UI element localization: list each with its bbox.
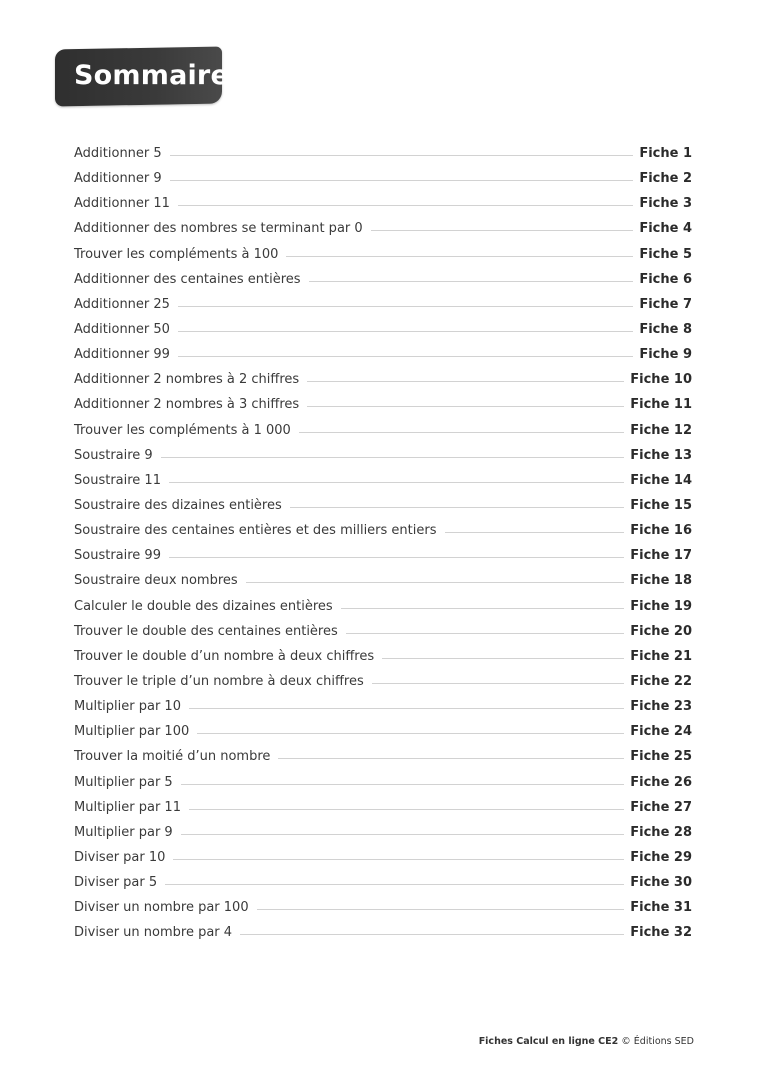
toc-entry[interactable] bbox=[74, 568, 692, 593]
toc-entry-ref: Fiche 5 bbox=[639, 246, 692, 262]
toc-entry[interactable] bbox=[74, 418, 692, 443]
footer-publisher: © Éditions SED bbox=[621, 1036, 694, 1047]
toc-entry[interactable] bbox=[74, 719, 692, 744]
toc-entry-ref: Fiche 15 bbox=[630, 498, 692, 514]
toc-entry-label: Additionner des centaines entières bbox=[74, 271, 301, 287]
toc-entry-label: Additionner des nombres se terminant par 0 bbox=[74, 221, 363, 237]
toc-leader-line bbox=[161, 457, 625, 458]
toc-leader-line bbox=[178, 356, 633, 357]
toc-entry-ref: Fiche 10 bbox=[630, 372, 692, 388]
toc-entry-label: Additionner 5 bbox=[74, 146, 162, 162]
toc-entry[interactable] bbox=[74, 317, 692, 342]
toc-leader-line bbox=[286, 256, 633, 257]
toc-entry-ref: Fiche 8 bbox=[639, 322, 692, 338]
toc-entry-label: Trouver les compléments à 1 000 bbox=[74, 422, 291, 438]
toc-entry[interactable] bbox=[74, 820, 692, 845]
toc-entry[interactable] bbox=[74, 468, 692, 493]
toc-entry-ref: Fiche 16 bbox=[630, 523, 692, 539]
toc-entry-ref: Fiche 17 bbox=[630, 548, 692, 564]
toc-entry-label: Soustraire deux nombres bbox=[74, 573, 238, 589]
toc-entry[interactable] bbox=[74, 166, 692, 191]
toc-leader-line bbox=[169, 557, 624, 558]
toc-leader-line bbox=[309, 281, 634, 282]
toc-entry[interactable] bbox=[74, 920, 692, 945]
toc-entry[interactable] bbox=[74, 543, 692, 568]
toc-entry[interactable] bbox=[74, 669, 692, 694]
toc-entry-ref: Fiche 23 bbox=[630, 699, 692, 715]
toc-entry[interactable] bbox=[74, 694, 692, 719]
toc-leader-line bbox=[178, 331, 633, 332]
toc-leader-line bbox=[197, 733, 624, 734]
toc-entry-label: Multiplier par 11 bbox=[74, 799, 181, 815]
toc-entry[interactable] bbox=[74, 242, 692, 267]
toc-entry-label: Trouver les compléments à 100 bbox=[74, 246, 279, 262]
toc-entry[interactable] bbox=[74, 744, 692, 769]
toc-entry-label: Additionner 9 bbox=[74, 171, 162, 187]
toc-entry-label: Additionner 99 bbox=[74, 347, 170, 363]
toc-entry-ref: Fiche 12 bbox=[630, 422, 692, 438]
toc-entry-label: Trouver le double des centaines entières bbox=[74, 623, 338, 639]
toc-leader-line bbox=[307, 406, 624, 407]
toc-entry-label: Soustraire 11 bbox=[74, 472, 161, 488]
page-title: Sommaire bbox=[74, 60, 229, 91]
toc-entry-ref: Fiche 22 bbox=[630, 674, 692, 690]
toc-leader-line bbox=[165, 884, 624, 885]
toc-entry-label: Diviser un nombre par 100 bbox=[74, 900, 249, 916]
toc-entry[interactable] bbox=[74, 342, 692, 367]
toc-leader-line bbox=[169, 482, 624, 483]
toc-leader-line bbox=[170, 180, 634, 181]
toc-entry[interactable] bbox=[74, 845, 692, 870]
toc-entry[interactable] bbox=[74, 870, 692, 895]
toc-entry-label: Soustraire 99 bbox=[74, 548, 161, 564]
toc-entry-ref: Fiche 25 bbox=[630, 749, 692, 765]
toc-entry-label: Calculer le double des dizaines entières bbox=[74, 598, 333, 614]
toc-entry[interactable] bbox=[74, 267, 692, 292]
toc-entry[interactable] bbox=[74, 141, 692, 166]
toc-leader-line bbox=[371, 230, 634, 231]
toc-entry[interactable] bbox=[74, 518, 692, 543]
toc-leader-line bbox=[372, 683, 625, 684]
toc-entry[interactable] bbox=[74, 367, 692, 392]
toc-entry-ref: Fiche 14 bbox=[630, 472, 692, 488]
toc-leader-line bbox=[445, 532, 625, 533]
footer-book-title: Fiches Calcul en ligne CE2 bbox=[478, 1036, 619, 1047]
toc-entry-label: Soustraire 9 bbox=[74, 447, 153, 463]
toc-entry[interactable] bbox=[74, 292, 692, 317]
toc-entry[interactable] bbox=[74, 795, 692, 820]
toc-leader-line bbox=[170, 155, 634, 156]
toc-leader-line bbox=[299, 432, 624, 433]
toc-entry[interactable] bbox=[74, 191, 692, 216]
toc-entry-label: Multiplier par 10 bbox=[74, 699, 181, 715]
toc-entry-ref: Fiche 27 bbox=[630, 799, 692, 815]
toc-leader-line bbox=[173, 859, 624, 860]
toc-entry-ref: Fiche 9 bbox=[639, 347, 692, 363]
toc-entry[interactable] bbox=[74, 392, 692, 417]
toc-entry[interactable] bbox=[74, 216, 692, 241]
toc-leader-line bbox=[189, 809, 624, 810]
toc-entry-ref: Fiche 7 bbox=[639, 296, 692, 312]
toc-leader-line bbox=[189, 708, 624, 709]
toc-entry-label: Multiplier par 9 bbox=[74, 824, 173, 840]
toc-entry-ref: Fiche 19 bbox=[630, 598, 692, 614]
toc-entry-label: Additionner 25 bbox=[74, 296, 170, 312]
toc-entry-ref: Fiche 11 bbox=[630, 397, 692, 413]
toc-entry-ref: Fiche 31 bbox=[630, 900, 692, 916]
toc-entry-label: Diviser un nombre par 4 bbox=[74, 925, 233, 941]
toc-entry-label: Soustraire des dizaines entières bbox=[74, 498, 282, 514]
toc-entry-ref: Fiche 18 bbox=[630, 573, 692, 589]
toc-entry-label: Diviser par 5 bbox=[74, 875, 158, 891]
toc-entry-ref: Fiche 13 bbox=[630, 447, 692, 463]
toc-leader-line bbox=[178, 205, 633, 206]
toc-leader-line bbox=[257, 909, 625, 910]
toc-leader-line bbox=[382, 658, 624, 659]
toc-entry[interactable] bbox=[74, 770, 692, 795]
toc-entry-ref: Fiche 4 bbox=[639, 221, 692, 237]
toc-leader-line bbox=[290, 507, 625, 508]
toc-entry-label: Additionner 2 nombres à 2 chiffres bbox=[74, 372, 300, 388]
toc-leader-line bbox=[240, 934, 624, 935]
toc-entry-ref: Fiche 29 bbox=[630, 850, 692, 865]
toc-entry-ref: Fiche 24 bbox=[630, 724, 692, 740]
toc-entry-label: Trouver le triple d’un nombre à deux chiffres bbox=[74, 674, 364, 690]
toc-entry-ref: Fiche 32 bbox=[630, 925, 692, 941]
table-of-contents bbox=[74, 141, 692, 946]
toc-entry[interactable] bbox=[74, 443, 692, 468]
toc-leader-line bbox=[178, 306, 633, 307]
footer bbox=[479, 1036, 694, 1047]
toc-entry-ref: Fiche 6 bbox=[639, 271, 692, 287]
toc-entry-label: Additionner 2 nombres à 3 chiffres bbox=[74, 397, 300, 413]
toc-entry-ref: Fiche 26 bbox=[630, 774, 692, 790]
toc-entry-label: Soustraire des centaines entières et des milliers entiers bbox=[74, 523, 437, 539]
toc-entry-ref: Fiche 2 bbox=[639, 171, 692, 187]
toc-leader-line bbox=[246, 582, 625, 583]
toc-entry-label: Trouver la moitié d’un nombre bbox=[74, 749, 271, 765]
toc-entry[interactable] bbox=[74, 895, 692, 920]
toc-entry-label: Trouver le double d’un nombre à deux chiffres bbox=[74, 648, 375, 664]
toc-entry-ref: Fiche 3 bbox=[639, 196, 692, 212]
toc-entry-ref: Fiche 1 bbox=[639, 146, 692, 162]
toc-entry-label: Additionner 50 bbox=[74, 322, 170, 338]
toc-leader-line bbox=[307, 381, 624, 382]
toc-entry-label: Multiplier par 5 bbox=[74, 774, 173, 790]
toc-entry[interactable] bbox=[74, 594, 692, 619]
toc-leader-line bbox=[278, 758, 624, 759]
toc-entry[interactable] bbox=[74, 493, 692, 518]
toc-leader-line bbox=[341, 608, 625, 609]
toc-entry-ref: Fiche 28 bbox=[630, 824, 692, 840]
toc-leader-line bbox=[181, 784, 625, 785]
toc-leader-line bbox=[346, 633, 625, 634]
toc-leader-line bbox=[181, 834, 625, 835]
toc-entry-ref: Fiche 21 bbox=[630, 648, 692, 664]
toc-entry-ref: Fiche 30 bbox=[630, 875, 692, 891]
toc-entry-label: Diviser par 10 bbox=[74, 850, 166, 865]
toc-entry-label: Multiplier par 100 bbox=[74, 724, 190, 740]
toc-entry-label: Additionner 11 bbox=[74, 196, 170, 212]
toc-entry[interactable] bbox=[74, 644, 692, 669]
toc-entry-ref: Fiche 20 bbox=[630, 623, 692, 639]
toc-entry[interactable] bbox=[74, 619, 692, 644]
